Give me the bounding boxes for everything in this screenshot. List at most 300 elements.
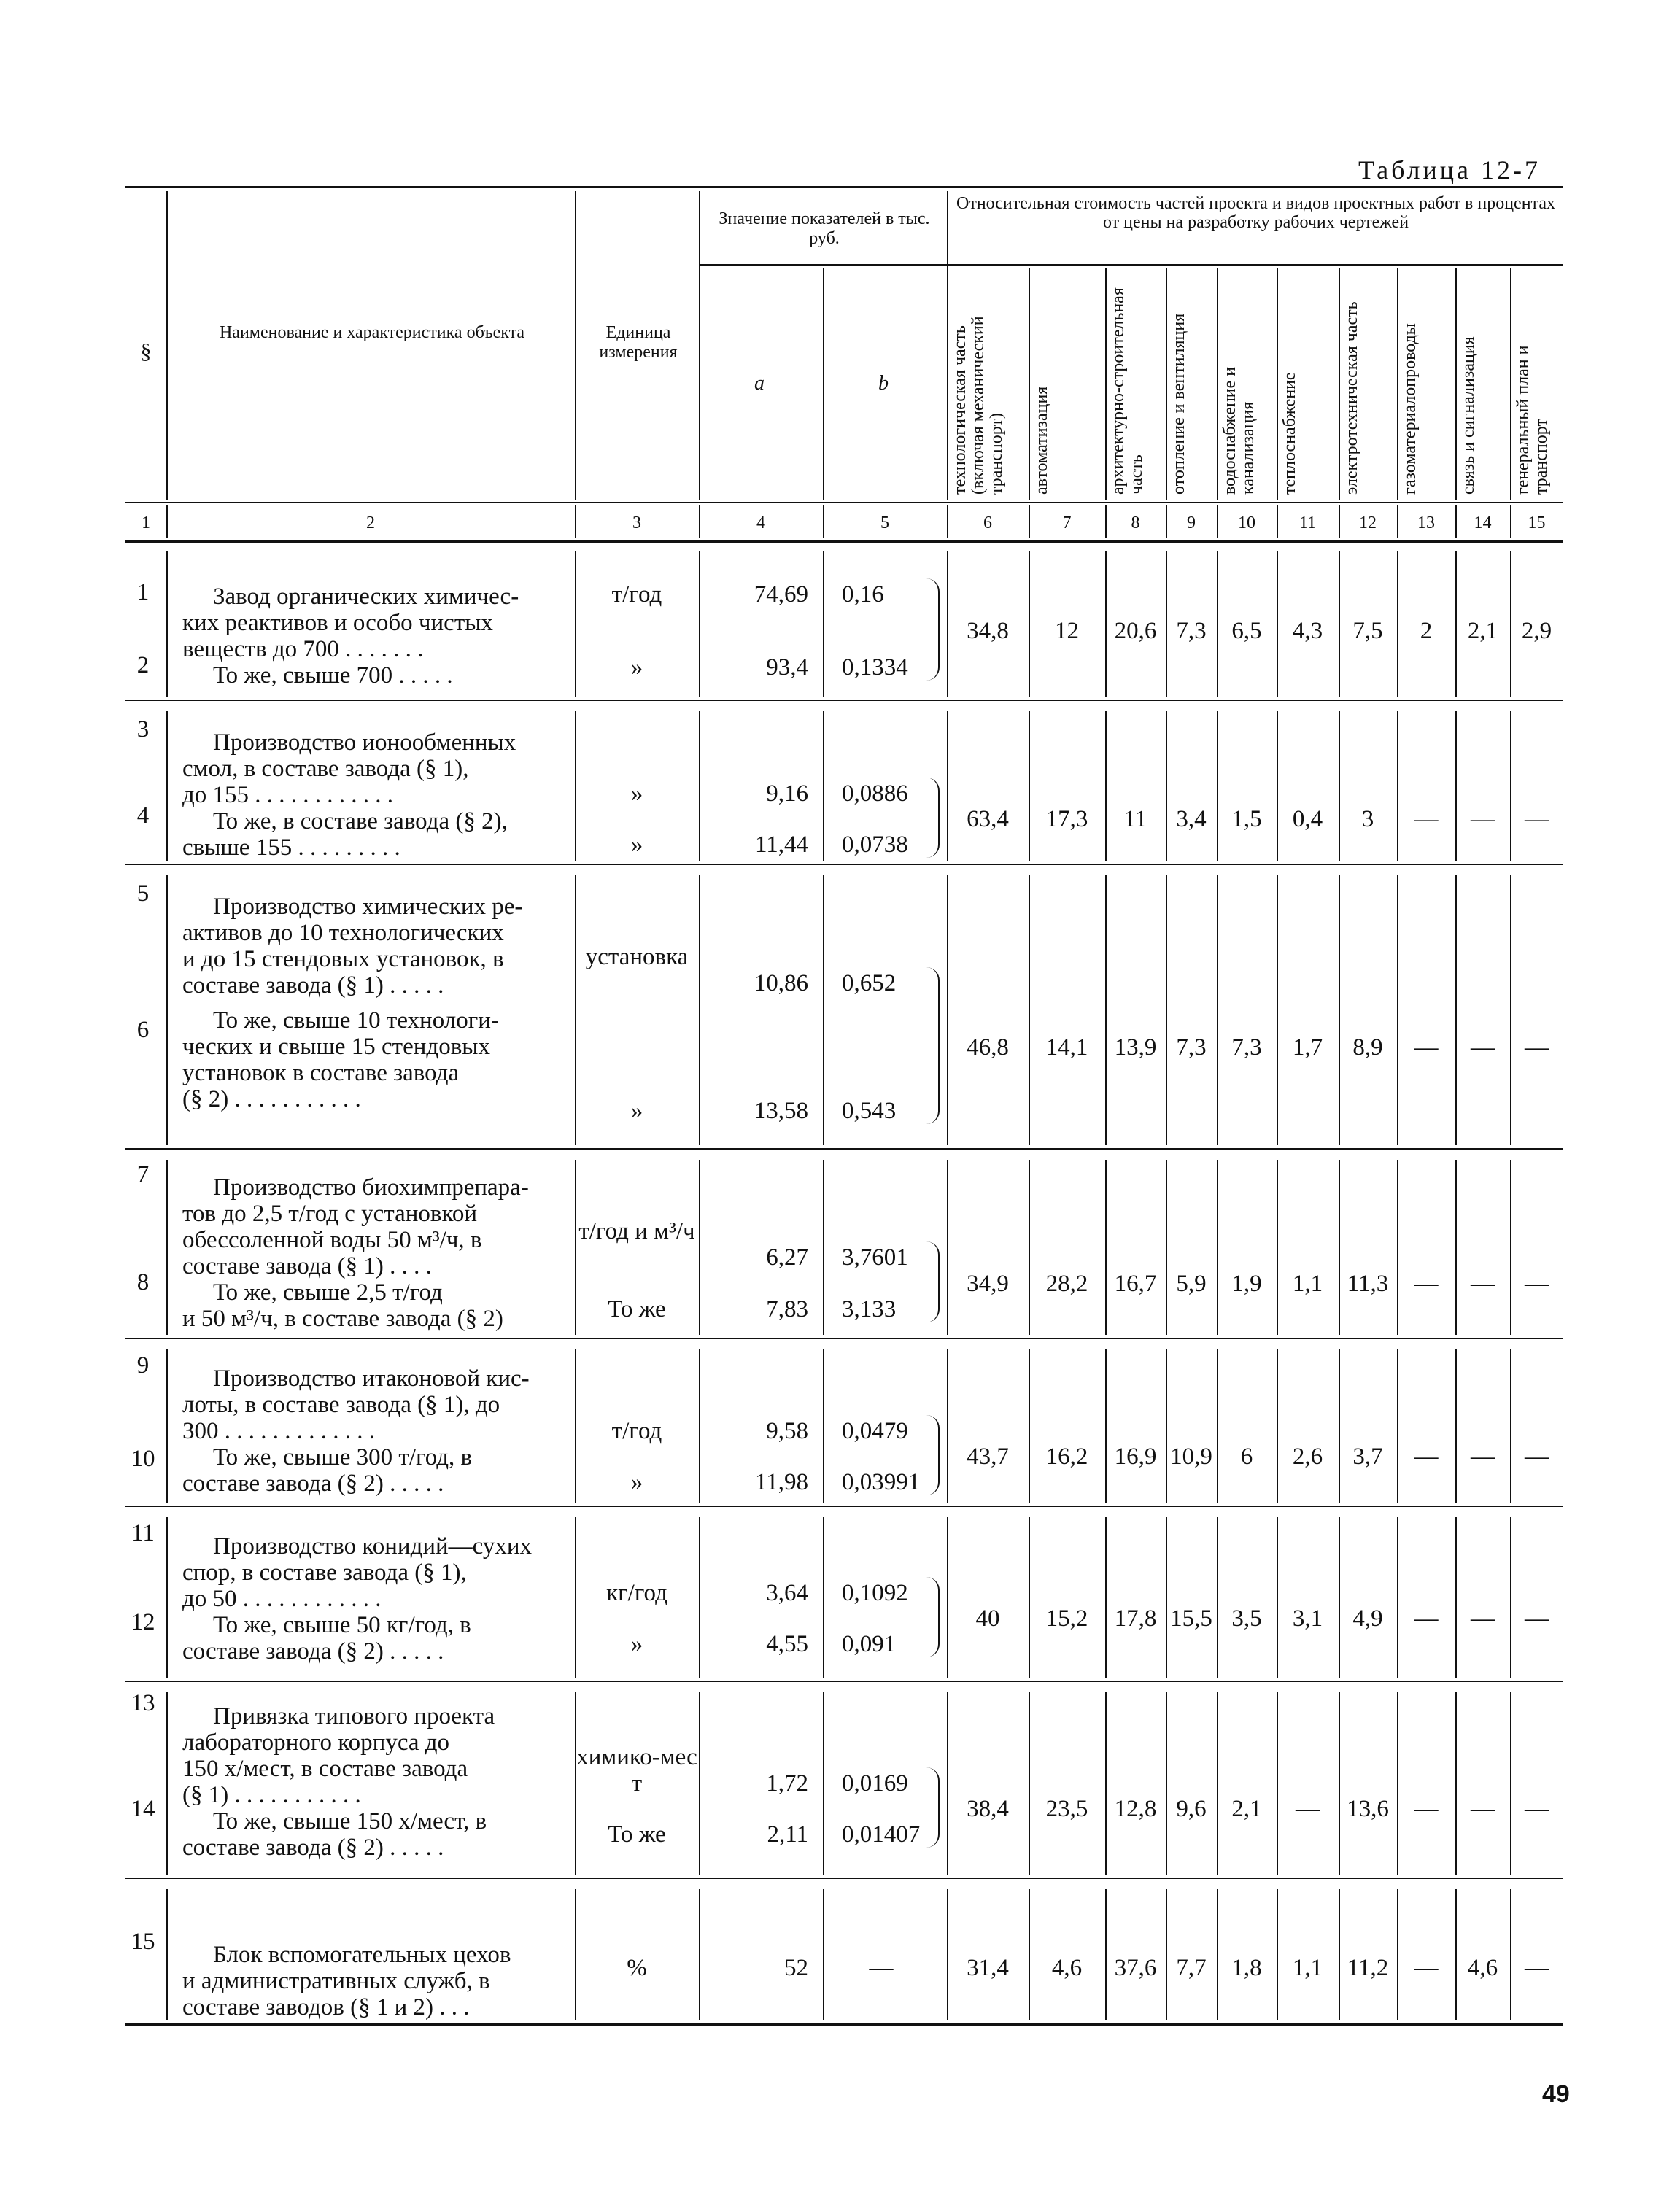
unit-cell: химико-мест [576, 1744, 697, 1797]
section-number: 1 [136, 579, 150, 605]
column-number: 9 [1187, 514, 1196, 532]
column-rule [1105, 268, 1107, 500]
unit-cell: % [627, 1955, 647, 1981]
column-rule [166, 191, 168, 500]
unit-cell: » [630, 832, 643, 858]
object-name-line: до 50 . . . . . . . . . . . . [182, 1586, 382, 1612]
part-value: 3,4 [1176, 806, 1207, 832]
unit-cell: установка [585, 944, 689, 970]
column-number: 15 [1528, 514, 1546, 532]
page-number: 49 [1542, 2080, 1570, 2108]
part-value: 2,6 [1292, 1444, 1323, 1470]
b-value: 0,0886 [842, 780, 908, 807]
part-value: 23,5 [1045, 1796, 1088, 1822]
column-number: 10 [1238, 514, 1255, 532]
section-number: 5 [136, 880, 150, 907]
part-value: 1,1 [1292, 1270, 1323, 1297]
brace-icon [925, 1767, 940, 1848]
b-value: 3,133 [842, 1296, 897, 1322]
part-value: 17,3 [1045, 806, 1088, 832]
part-value: 34,8 [967, 618, 1009, 644]
part-value: 11,3 [1347, 1270, 1389, 1297]
column-number: 8 [1131, 514, 1140, 532]
b-value: 0,1334 [842, 654, 908, 681]
object-name-line: То же, свыше 300 т/год, в [213, 1444, 473, 1471]
part-header-12: электротехническая часть [1342, 301, 1361, 495]
a-value: 13,58 [754, 1098, 808, 1124]
column-rule [1029, 268, 1030, 500]
part-value: — [1414, 1796, 1439, 1822]
part-value: 14,1 [1045, 1034, 1088, 1061]
group-column-rule [1455, 875, 1457, 1145]
part-value: 7,7 [1176, 1955, 1207, 1981]
brace-icon [925, 578, 940, 681]
parts-rule [947, 264, 1563, 266]
part-value: — [1525, 1270, 1549, 1297]
part-value: 17,8 [1114, 1605, 1157, 1632]
unit-cell: » [630, 1631, 643, 1657]
part-header-6: технологическая часть (включая механический транспорт) [951, 316, 1006, 495]
part-value: 43,7 [967, 1444, 1009, 1470]
group-column-rule [1105, 1349, 1107, 1503]
object-name-line: лабораторного корпуса до [182, 1729, 450, 1756]
part-value: 4,6 [1467, 1955, 1498, 1981]
unit-cell: То же [608, 1296, 666, 1322]
group-column-rule [1029, 1349, 1030, 1503]
group-column-rule [1339, 1692, 1340, 1875]
object-name-line: То же, свыше 150 х/мест, в [213, 1808, 487, 1834]
column-number: 14 [1474, 514, 1492, 532]
b-value: 0,543 [842, 1098, 897, 1124]
column-rule [1339, 268, 1340, 500]
group-column-rule [1029, 875, 1030, 1145]
object-name-line: 150 х/мест, в составе завода [182, 1756, 468, 1782]
part-value: — [1525, 806, 1549, 832]
a-value: 3,64 [766, 1580, 808, 1606]
brace-icon [925, 1241, 940, 1322]
table-title: Таблица 12-7 [1358, 155, 1541, 185]
part-value: 2,1 [1467, 618, 1498, 644]
column-number: 11 [1298, 514, 1317, 532]
section-number: 2 [136, 652, 150, 678]
part-value: 38,4 [967, 1796, 1009, 1822]
table-bottom-rule [125, 2023, 1563, 2026]
object-name-line: свыше 155 . . . . . . . . . [182, 834, 400, 861]
part-header-13: газоматериалопроводы [1401, 323, 1420, 495]
object-name-line: ких реактивов и особо чистых [182, 610, 493, 636]
part-header-8: архитектурно-строительная часть [1109, 287, 1146, 495]
column-number: 12 [1359, 514, 1377, 532]
part-value: 31,4 [967, 1955, 1009, 1981]
object-name-line: составе завода (§ 2) . . . . . [182, 1471, 444, 1497]
part-value: 8,9 [1352, 1034, 1383, 1061]
part-value: 2,9 [1521, 618, 1552, 644]
part-value: 5,9 [1176, 1270, 1207, 1297]
part-value: 0,4 [1292, 806, 1323, 832]
object-name-line: составе заводов (§ 1 и 2) . . . [182, 1994, 470, 2020]
unit-cell: т/год и м³/ч [578, 1218, 695, 1244]
part-value: 16,9 [1114, 1444, 1157, 1470]
column-rule [947, 191, 948, 500]
unit-cell: т/год [611, 1418, 662, 1444]
part-value: 11 [1123, 806, 1147, 832]
a-value: 93,4 [766, 654, 808, 681]
group-column-rule [1339, 711, 1340, 861]
part-value: 6,5 [1231, 618, 1262, 644]
part-value: 6 [1240, 1444, 1253, 1470]
column-number: 6 [983, 514, 992, 532]
group-column-rule [1277, 1692, 1278, 1875]
part-value: — [1414, 806, 1439, 832]
group-separator-rule [125, 864, 1563, 865]
group-column-rule [1105, 1160, 1107, 1335]
object-name-line: Производство конидий—сухих [213, 1533, 533, 1559]
b-header: b [878, 372, 889, 395]
part-value: 13,6 [1347, 1796, 1389, 1822]
brace-icon [925, 1577, 940, 1657]
b-value: 0,0738 [842, 832, 908, 858]
part-header-15: генеральный план и транспорт [1514, 345, 1551, 495]
a-value: 10,86 [754, 970, 808, 996]
group-column-rule [1217, 875, 1218, 1145]
group-column-rule [166, 1889, 168, 2020]
b-value: 0,1092 [842, 1580, 908, 1606]
object-name-line: То же, свыше 700 . . . . . [213, 662, 453, 689]
part-value: 37,6 [1114, 1955, 1157, 1981]
group-column-rule [1455, 711, 1457, 861]
part-value: 10,9 [1170, 1444, 1212, 1470]
group-column-rule [1455, 1692, 1457, 1875]
column-number: 13 [1417, 514, 1435, 532]
part-value: — [1471, 806, 1495, 832]
group-column-rule [1397, 1160, 1398, 1335]
object-name-line: 300 . . . . . . . . . . . . . [182, 1418, 375, 1444]
section-number: 4 [136, 802, 150, 829]
b-value: 0,03991 [842, 1469, 921, 1495]
a-header: a [754, 372, 764, 395]
part-value: — [1525, 1444, 1549, 1470]
unit-cell: » [630, 780, 643, 807]
group-column-rule [1166, 1160, 1167, 1335]
part-value: 2,1 [1231, 1796, 1262, 1822]
object-name-line: тов до 2,5 т/год с установкой [182, 1201, 478, 1227]
part-value: 15,5 [1170, 1605, 1212, 1632]
group-column-rule [1455, 1349, 1457, 1503]
group-column-rule [166, 711, 168, 861]
object-name-line: То же, свыше 2,5 т/год [213, 1279, 443, 1306]
part-value: 4,9 [1352, 1605, 1383, 1632]
part-value: 3,1 [1292, 1605, 1323, 1632]
group-column-rule [1339, 875, 1340, 1145]
column-rule [823, 268, 824, 500]
group-column-rule [1397, 1349, 1398, 1503]
part-value: 3,7 [1352, 1444, 1383, 1470]
group-separator-rule [125, 1878, 1563, 1879]
section-header: § [140, 339, 152, 363]
group-column-rule [1510, 1517, 1511, 1678]
group-column-rule [1277, 1517, 1278, 1678]
object-name-line: Производство итаконовой кис- [213, 1365, 530, 1392]
part-value: 63,4 [967, 806, 1009, 832]
part-value: — [1414, 1605, 1439, 1632]
object-name-line: составе завода (§ 2) . . . . . [182, 1834, 444, 1861]
part-header-10: водоснабжение и канализация [1220, 366, 1258, 495]
a-value: 11,44 [754, 832, 808, 858]
unit-cell: То же [608, 1821, 666, 1848]
group-column-rule [1029, 1160, 1030, 1335]
object-name-line: Привязка типового проекта [213, 1703, 495, 1729]
part-header-11: теплоснабжение [1280, 372, 1299, 495]
column-rule [1217, 268, 1218, 500]
group-column-rule [1277, 1160, 1278, 1335]
a-value: 52 [784, 1955, 808, 1981]
part-value: 12 [1055, 618, 1079, 644]
part-value: 4,3 [1292, 618, 1323, 644]
part-value: 34,9 [967, 1270, 1009, 1297]
a-value: 7,83 [766, 1296, 808, 1322]
group-column-rule [1029, 711, 1030, 861]
part-value: 1,1 [1292, 1955, 1323, 1981]
group-column-rule [1166, 711, 1167, 861]
object-name-line: составе завода (§ 2) . . . . . [182, 1638, 444, 1665]
object-name-line: (§ 1) . . . . . . . . . . . [182, 1782, 361, 1808]
object-name-line: и административных служб, в [182, 1968, 490, 1994]
part-value: — [1525, 1605, 1549, 1632]
part-value: 7,3 [1176, 618, 1207, 644]
a-value: 9,16 [766, 780, 808, 807]
group-column-rule [1510, 875, 1511, 1145]
group-column-rule [166, 551, 168, 697]
part-value: 3,5 [1231, 1605, 1262, 1632]
part-value: 46,8 [967, 1034, 1009, 1061]
indicators-rule [699, 264, 947, 266]
part-value: 20,6 [1114, 618, 1157, 644]
part-value: 1,8 [1231, 1955, 1262, 1981]
unit-cell: » [630, 1469, 643, 1495]
group-column-rule [1277, 1349, 1278, 1503]
object-name-line: установок в составе завода [182, 1060, 460, 1086]
b-value: 0,16 [842, 581, 884, 608]
part-value: — [1525, 1034, 1549, 1061]
group-column-rule [1510, 711, 1511, 861]
group-column-rule [1166, 875, 1167, 1145]
group-column-rule [1277, 875, 1278, 1145]
group-separator-rule [125, 1681, 1563, 1682]
a-value: 4,55 [766, 1631, 808, 1657]
group-column-rule [1510, 1692, 1511, 1875]
group-column-rule [1105, 875, 1107, 1145]
part-value: — [1471, 1796, 1495, 1822]
group-column-rule [1105, 711, 1107, 861]
column-number: 1 [142, 514, 150, 532]
a-value: 6,27 [766, 1244, 808, 1271]
object-name-line: веществ до 700 . . . . . . . [182, 636, 424, 662]
section-number: 6 [136, 1017, 150, 1043]
object-name-line: спор, в составе завода (§ 1), [182, 1559, 467, 1586]
group-column-rule [1029, 1517, 1030, 1678]
group-column-rule [1510, 1160, 1511, 1335]
group-column-rule [1339, 1517, 1340, 1678]
column-number: 4 [756, 514, 765, 532]
group-column-rule [1217, 1349, 1218, 1503]
section-number: 7 [136, 1161, 150, 1187]
group-column-rule [1217, 1160, 1218, 1335]
group-column-rule [166, 1517, 168, 1678]
brace-icon [925, 1415, 940, 1495]
b-value: 0,0169 [842, 1770, 908, 1797]
part-value: — [1414, 1955, 1439, 1981]
object-name-line: составе завода (§ 1) . . . . . [182, 972, 444, 999]
group-column-rule [1510, 1349, 1511, 1503]
group-column-rule [166, 1692, 168, 1875]
object-name-line: и 50 м³/ч, в составе завода (§ 2) [182, 1306, 503, 1332]
group-column-rule [166, 1349, 168, 1503]
part-value: 1,9 [1231, 1270, 1262, 1297]
b-value: — [869, 1955, 894, 1981]
part-value: 2 [1420, 618, 1433, 644]
object-name-line: и до 15 стендовых установок, в [182, 946, 504, 972]
part-value: 12,8 [1114, 1796, 1157, 1822]
group-column-rule [1397, 1692, 1398, 1875]
object-name-line: (§ 2) . . . . . . . . . . . [182, 1086, 361, 1112]
part-value: 7,3 [1231, 1034, 1262, 1061]
a-value: 9,58 [766, 1418, 808, 1444]
part-value: 15,2 [1045, 1605, 1088, 1632]
object-name-line: до 155 . . . . . . . . . . . . [182, 782, 394, 808]
part-value: 4,6 [1051, 1955, 1083, 1981]
b-value: 0,091 [842, 1631, 897, 1657]
group-column-rule [1166, 1517, 1167, 1678]
group-column-rule [1397, 711, 1398, 861]
group-column-rule [1105, 1517, 1107, 1678]
a-value: 11,98 [754, 1469, 808, 1495]
table-top-rule [125, 186, 1563, 188]
column-number: 2 [366, 514, 375, 532]
column-number-rule [125, 540, 1563, 543]
group-separator-rule [125, 700, 1563, 701]
object-name-line: обессоленной воды 50 м³/ч, в [182, 1227, 482, 1253]
group-column-rule [1166, 1349, 1167, 1503]
object-name-line: То же, свыше 10 технологи- [213, 1007, 499, 1034]
object-name-line: ческих и свыше 15 стендовых [182, 1034, 490, 1060]
part-value: 40 [975, 1605, 1000, 1632]
group-column-rule [1339, 1160, 1340, 1335]
object-name-line: Завод органических химичес- [213, 584, 519, 610]
part-header-7: автоматизация [1032, 386, 1051, 495]
column-rule [1510, 268, 1511, 500]
column-rule [1455, 268, 1457, 500]
part-value: — [1525, 1955, 1549, 1981]
unit-header: Единица измерения [599, 323, 678, 362]
object-name-line: составе завода (§ 1) . . . . [182, 1253, 432, 1279]
group-column-rule [1339, 1349, 1340, 1503]
part-value: 9,6 [1176, 1796, 1207, 1822]
section-number: 3 [136, 716, 150, 743]
part-value: 16,2 [1045, 1444, 1088, 1470]
a-value: 1,72 [766, 1770, 808, 1797]
unit-cell: кг/год [606, 1580, 667, 1606]
part-value: — [1414, 1034, 1439, 1061]
group-separator-rule [125, 1506, 1563, 1507]
section-number: 9 [136, 1352, 150, 1379]
section-number: 13 [131, 1690, 155, 1716]
a-value: 2,11 [767, 1821, 808, 1848]
section-number: 8 [136, 1269, 150, 1295]
object-name-line: смол, в составе завода (§ 1), [182, 756, 469, 782]
part-value: 16,7 [1114, 1270, 1157, 1297]
column-rule [1166, 268, 1167, 500]
section-number: 15 [131, 1929, 155, 1955]
group-separator-rule [125, 1148, 1563, 1150]
name-header: Наименование и характеристика объекта [219, 323, 525, 342]
part-value: 11,2 [1347, 1955, 1389, 1981]
object-name-line: Блок вспомогательных цехов [213, 1942, 511, 1968]
part-value: — [1296, 1796, 1320, 1822]
part-value: — [1525, 1796, 1549, 1822]
group-separator-rule [125, 1338, 1563, 1339]
column-rule [699, 191, 700, 500]
column-rule [1277, 268, 1278, 500]
part-value: 13,9 [1114, 1034, 1157, 1061]
object-name-line: То же, в составе завода (§ 2), [213, 808, 508, 834]
section-number: 12 [131, 1609, 155, 1635]
group-column-rule [1029, 1692, 1030, 1875]
unit-cell: » [630, 654, 643, 681]
part-value: — [1471, 1034, 1495, 1061]
group-column-rule [1217, 1517, 1218, 1678]
part-value: — [1471, 1270, 1495, 1297]
part-value: — [1471, 1444, 1495, 1470]
column-number: 7 [1062, 514, 1072, 532]
part-header-14: связь и сигнализация [1459, 336, 1478, 495]
group-column-rule [1455, 1160, 1457, 1335]
object-name-line: То же, свыше 50 кг/год, в [213, 1612, 471, 1638]
object-name-line: Производство биохимпрепара- [213, 1174, 529, 1201]
column-rule [1397, 268, 1398, 500]
part-value: 7,3 [1176, 1034, 1207, 1061]
object-name-line: Производство ионообменных [213, 729, 516, 756]
group-column-rule [1166, 1692, 1167, 1875]
part-value: 7,5 [1352, 618, 1383, 644]
b-value: 3,7601 [842, 1244, 908, 1271]
indicators-header: Значение показателей в тыс. руб. [719, 209, 930, 248]
part-value: 28,2 [1045, 1270, 1088, 1297]
a-value: 74,69 [754, 581, 808, 608]
part-value: — [1471, 1605, 1495, 1632]
group-column-rule [1105, 1692, 1107, 1875]
column-number: 5 [880, 514, 889, 532]
group-column-rule [1217, 711, 1218, 861]
part-header-9: отопление и вентиляция [1169, 313, 1188, 495]
column-number: 3 [632, 514, 641, 532]
object-name-line: активов до 10 технологических [182, 920, 504, 946]
group-column-rule [1455, 1517, 1457, 1678]
unit-cell: т/год [611, 581, 662, 608]
group-column-rule [1217, 1692, 1218, 1875]
brace-icon [925, 778, 940, 858]
b-value: 0,652 [842, 970, 897, 996]
object-name-line: Производство химических ре- [213, 894, 523, 920]
part-value: 1,7 [1292, 1034, 1323, 1061]
group-column-rule [1277, 711, 1278, 861]
part-value: 1,5 [1231, 806, 1262, 832]
part-value: 3 [1361, 806, 1374, 832]
object-name-line: лоты, в составе завода (§ 1), до [182, 1392, 500, 1418]
group-column-rule [166, 1160, 168, 1335]
group-column-rule [1397, 1517, 1398, 1678]
b-value: 0,01407 [842, 1821, 921, 1848]
section-number: 11 [131, 1520, 155, 1546]
